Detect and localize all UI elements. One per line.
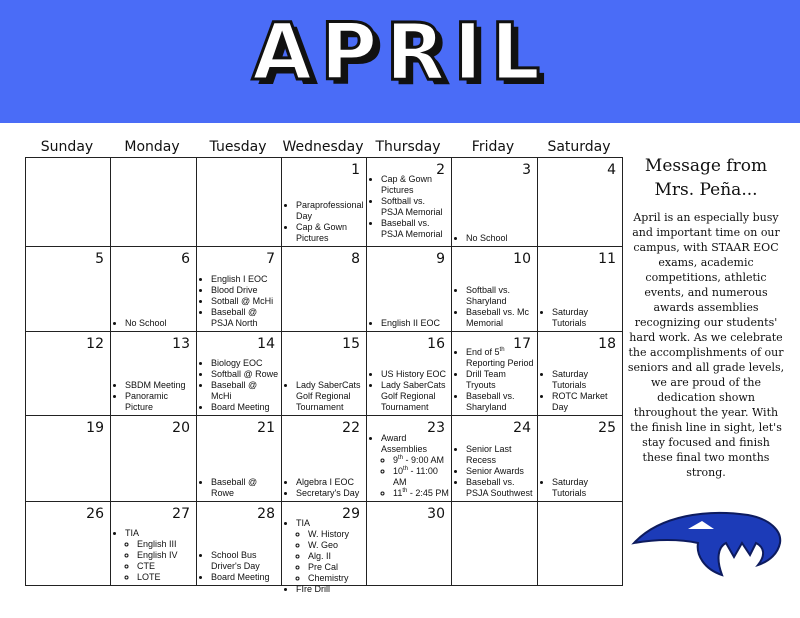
day-number: 15 — [342, 336, 360, 352]
sub-event-item: ◦ English III — [137, 539, 194, 550]
event-item — [381, 433, 449, 499]
event-list — [282, 477, 364, 499]
day-number: 12 — [86, 336, 104, 352]
day-cell-20 — [111, 416, 197, 502]
empty-day-cell — [111, 158, 197, 247]
day-cell-3 — [452, 158, 538, 247]
event-item: • Biology EOC — [211, 358, 279, 369]
weekday-thursday: Thursday — [375, 139, 441, 155]
day-cell-14 — [197, 332, 282, 416]
event-item — [125, 528, 194, 583]
event-item: • Softball vs. Sharyland — [466, 285, 535, 307]
sub-event-text-rest: - 2:45 PM — [407, 488, 449, 498]
event-item: • No School — [125, 318, 194, 329]
day-number: 28 — [257, 506, 275, 522]
message-title-line2: Mrs. Peña... — [654, 180, 758, 200]
day-cell-26 — [26, 502, 111, 586]
event-item: • SBDM Meeting — [125, 380, 194, 391]
event-item: • Panoramic Picture — [125, 391, 194, 413]
day-cell-19 — [26, 416, 111, 502]
event-item: • Baseball vs. PSJA Southwest — [466, 477, 535, 499]
day-cell-27 — [111, 502, 197, 586]
event-list — [282, 200, 364, 244]
day-number: 14 — [257, 336, 275, 352]
day-cell-9 — [367, 247, 452, 332]
weekday-sunday: Sunday — [40, 139, 94, 155]
event-item: • Cap & Gown Pictures — [381, 174, 449, 196]
day-number: 9 — [436, 251, 445, 267]
event-list — [538, 307, 620, 329]
event-item: • Cap & Gown Pictures — [296, 222, 364, 244]
sub-event-item: ◦ Pre Cal — [308, 562, 364, 573]
event-list — [367, 318, 449, 329]
event-item: • Blood Drive — [211, 285, 279, 296]
day-cell-30 — [367, 502, 452, 586]
sub-event-list — [296, 529, 364, 584]
day-number: 26 — [86, 506, 104, 522]
sub-event-item: ◦ Alg. II — [308, 551, 364, 562]
event-list — [367, 433, 449, 499]
event-item: • US History EOC — [381, 369, 449, 380]
event-list — [452, 233, 535, 244]
message-title-line1: Message from — [644, 156, 768, 176]
day-cell-13 — [111, 332, 197, 416]
event-list — [111, 318, 194, 329]
event-list — [282, 518, 364, 595]
event-item: • Saturday Tutorials — [552, 307, 620, 329]
empty-day-cell — [197, 158, 282, 247]
day-number: 29 — [342, 506, 360, 522]
day-cell-22 — [282, 416, 367, 502]
empty-day-cell — [538, 502, 623, 586]
sub-event-item: ◦ CTE — [137, 561, 194, 572]
sabercat-logo-icon — [630, 503, 790, 583]
weekday-saturday: Saturday — [547, 139, 611, 155]
day-cell-8 — [282, 247, 367, 332]
event-list — [452, 285, 535, 329]
ordinal-suffix: th — [398, 455, 404, 461]
calendar-grid — [25, 157, 623, 594]
sub-event-list — [381, 455, 449, 499]
message-title — [628, 154, 784, 202]
day-cell-29 — [282, 502, 367, 594]
event-item: • Baseball vs. Sharyland — [466, 391, 535, 413]
sub-event-item: ◦ LOTE — [137, 572, 194, 583]
sub-event-item: ◦ English IV — [137, 550, 194, 561]
event-item — [296, 518, 364, 584]
day-cell-7 — [197, 247, 282, 332]
event-list — [452, 347, 535, 413]
event-item: • Drill Team Tryouts — [466, 369, 535, 391]
day-number: 16 — [427, 336, 445, 352]
sub-event-item — [393, 488, 449, 499]
event-text: TIA — [125, 528, 140, 538]
day-cell-12 — [26, 332, 111, 416]
event-item: • ROTC Market Day — [552, 391, 620, 413]
message-body: April is an especially busy and important time on our campus, with STAAR EOC exams, academic competitions, athletic events, and numerous awards assemblies recognizing our students' hard work. As we celebrate the accomplishments of our seniors and all grade levels, we are proud of the dedication shown throughout the year. With the finish line in sight, let's stay focused and finish these final two months strong. — [627, 211, 785, 479]
weekday-tuesday: Tuesday — [209, 139, 267, 155]
sub-event-item — [393, 466, 449, 488]
day-cell-2 — [367, 158, 452, 247]
event-item: • Baseball @ PSJA North — [211, 307, 279, 329]
event-item: • Sotball @ McHi — [211, 296, 279, 307]
sub-event-list — [125, 539, 194, 583]
event-item: • No School — [466, 233, 535, 244]
weekday-friday: Friday — [471, 139, 515, 155]
event-text-rest: Reporting Period — [466, 358, 534, 368]
day-cell-18 — [538, 332, 623, 416]
event-list — [111, 380, 194, 413]
event-list — [538, 369, 620, 413]
event-item: • Paraprofessional Day — [296, 200, 364, 222]
sub-event-text: 11 — [393, 488, 403, 498]
day-number: 13 — [172, 336, 190, 352]
day-number: 24 — [513, 420, 531, 436]
sub-event-item: ◦ Chemistry — [308, 573, 364, 584]
day-number: 2 — [436, 162, 445, 178]
event-item: • Softball vs. PSJA Memorial — [381, 196, 449, 218]
day-number: 18 — [598, 336, 616, 352]
event-item: • Baseball vs. PSJA Memorial — [381, 218, 449, 240]
ordinal-suffix: th — [499, 347, 505, 353]
day-cell-5 — [26, 247, 111, 332]
event-text: Award Assemblies — [381, 433, 428, 454]
event-item: • Senior Awards — [466, 466, 535, 477]
event-item: • Softball @ Rowe — [211, 369, 279, 380]
day-cell-10 — [452, 247, 538, 332]
empty-day-cell — [26, 158, 111, 247]
event-item: • Baseball vs. Mc Memorial — [466, 307, 535, 329]
day-number: 6 — [181, 251, 190, 267]
event-list — [282, 380, 364, 413]
sub-event-item: ◦ W. Geo — [308, 540, 364, 551]
day-cell-23 — [367, 416, 452, 502]
day-cell-4 — [538, 158, 623, 247]
event-list — [197, 358, 279, 413]
event-list — [111, 528, 194, 583]
day-number: 19 — [86, 420, 104, 436]
event-text: TIA — [296, 518, 311, 528]
day-number: 4 — [607, 162, 616, 178]
weekday-monday: Monday — [124, 139, 180, 155]
sub-event-text: 10 — [393, 466, 404, 476]
day-number: 20 — [172, 420, 190, 436]
empty-day-cell — [452, 502, 538, 586]
event-list — [367, 369, 449, 413]
day-number: 3 — [522, 162, 531, 178]
event-item: • Board Meeting — [211, 402, 279, 413]
event-item: • Saturday Tutorials — [552, 369, 620, 391]
event-item: • Lady SaberCats Golf Regional Tournament — [296, 380, 364, 413]
day-cell-6 — [111, 247, 197, 332]
day-number: 30 — [427, 506, 445, 522]
event-item: • Algebra I EOC — [296, 477, 364, 488]
sub-event-text-rest: - 11:00 AM — [393, 466, 438, 487]
day-number: 1 — [351, 162, 360, 178]
event-list — [197, 477, 279, 499]
day-cell-24 — [452, 416, 538, 502]
event-item: • Baseball @ Rowe — [211, 477, 279, 499]
event-item: • English I EOC — [211, 274, 279, 285]
event-item: • Baseball @ McHi — [211, 380, 279, 402]
event-item: • Board Meeting — [211, 572, 279, 583]
event-item: • FIre Drill — [296, 584, 364, 595]
day-number: 7 — [266, 251, 275, 267]
event-text: End of 5 — [466, 347, 500, 357]
event-item: • Lady SaberCats Golf Regional Tournament — [381, 380, 449, 413]
event-item: • Saturday Tutorials — [552, 477, 620, 499]
day-number: 17 — [513, 336, 531, 352]
day-cell-28 — [197, 502, 282, 586]
day-number: 11 — [598, 251, 616, 267]
event-list — [452, 444, 535, 499]
day-cell-11 — [538, 247, 623, 332]
day-cell-25 — [538, 416, 623, 502]
day-cell-16 — [367, 332, 452, 416]
event-item: • English II EOC — [381, 318, 449, 329]
event-item: • Secretary's Day — [296, 488, 364, 499]
event-item: • School Bus Driver's Day — [211, 550, 279, 572]
sub-event-item: ◦ W. History — [308, 529, 364, 540]
event-item: • Senior Last Recess — [466, 444, 535, 466]
sub-event-text: 9 — [393, 455, 399, 465]
day-cell-17 — [452, 332, 538, 416]
ordinal-suffix: th — [402, 488, 408, 494]
day-number: 23 — [427, 420, 445, 436]
event-list — [367, 174, 449, 240]
weekday-wednesday: Wednesday — [282, 139, 364, 155]
day-number: 21 — [257, 420, 275, 436]
day-number: 25 — [598, 420, 616, 436]
sub-event-item — [393, 455, 449, 466]
day-cell-15 — [282, 332, 367, 416]
day-number: 5 — [95, 251, 104, 267]
event-list — [197, 550, 279, 583]
day-number: 22 — [342, 420, 360, 436]
day-number: 27 — [172, 506, 190, 522]
day-cell-21 — [197, 416, 282, 502]
sub-event-text-rest: - 9:00 AM — [403, 455, 445, 465]
day-number: 8 — [351, 251, 360, 267]
event-list — [197, 274, 279, 329]
month-title: APRIL — [251, 8, 549, 98]
day-cell-1 — [282, 158, 367, 247]
event-item — [466, 347, 535, 369]
day-number: 10 — [513, 251, 531, 267]
ordinal-suffix: th — [403, 466, 409, 472]
event-list — [538, 477, 620, 499]
